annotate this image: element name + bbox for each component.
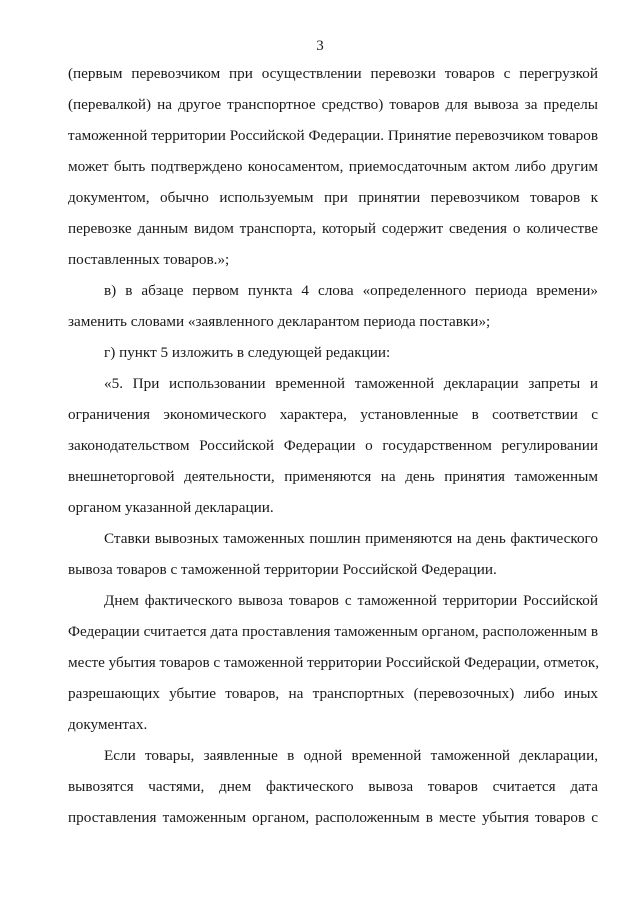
text-line: документом, обычно используемым при принятии перевозчиком товаров к: [68, 189, 598, 206]
text-line: (первым перевозчиком при осуществлении перевозки товаров с перегрузкой: [68, 65, 598, 82]
text-line: Ставки вывозных таможенных пошлин применяются на день фактического: [104, 530, 598, 547]
text-line: (перевалкой) на другое транспортное средство) товаров для вывоза за пределы: [68, 96, 598, 113]
paragraph: [68, 740, 598, 833]
text-line: Федерации считается дата проставления таможенным органом, расположенным в: [68, 623, 598, 640]
text-line: в) в абзаце первом пункта 4 слова «определенного периода времени»: [104, 282, 598, 299]
text-line: «5. При использовании временной таможенной декларации запреты и: [104, 375, 598, 392]
text-line: вывозятся частями, днем фактического вывоза товаров считается дата: [68, 778, 598, 795]
text-line: перевозке данным видом транспорта, который содержит сведения о количестве: [68, 220, 598, 237]
text-line: может быть подтверждено коносаментом, приемосдаточным актом либо другим: [68, 158, 598, 175]
text-line: ограничения экономического характера, установленные в соответствии с: [68, 406, 598, 423]
text-line: Днем фактического вывоза товаров с таможенной территории Российской: [104, 592, 598, 609]
document-body: [68, 58, 598, 833]
text-line: законодательством Российской Федерации о государственном регулировании: [68, 437, 598, 454]
text-line: месте убытия товаров с таможенной территории Российской Федерации, отметок,: [68, 654, 600, 671]
paragraph: [68, 58, 598, 275]
paragraph: [68, 275, 598, 337]
text-line: заменить словами «заявленного декларантом периода поставки»;: [68, 313, 491, 330]
text-line: внешнеторговой деятельности, применяются на день принятия таможенным: [68, 468, 598, 485]
paragraph: [68, 585, 598, 740]
text-line: документах.: [68, 716, 148, 733]
text-line: поставленных товаров.»;: [68, 251, 230, 268]
text-line: проставления таможенным органом, расположенным в месте убытия товаров с: [68, 809, 598, 826]
text-line: разрешающих убытие товаров, на транспортных (перевозочных) либо иных: [68, 685, 598, 702]
text-line: таможенной территории Российской Федерации. Принятие перевозчиком товаров: [68, 127, 598, 144]
text-line: Если товары, заявленные в одной временной таможенной декларации,: [104, 747, 598, 764]
paragraph: [68, 523, 598, 585]
text-line: органом указанной декларации.: [68, 499, 274, 516]
page-number: 3: [316, 38, 324, 54]
paragraph: [68, 368, 598, 523]
text-line: г) пункт 5 изложить в следующей редакции:: [104, 344, 391, 361]
text-line: вывоза товаров с таможенной территории Российской Федерации.: [68, 561, 497, 578]
paragraph: [68, 337, 598, 368]
